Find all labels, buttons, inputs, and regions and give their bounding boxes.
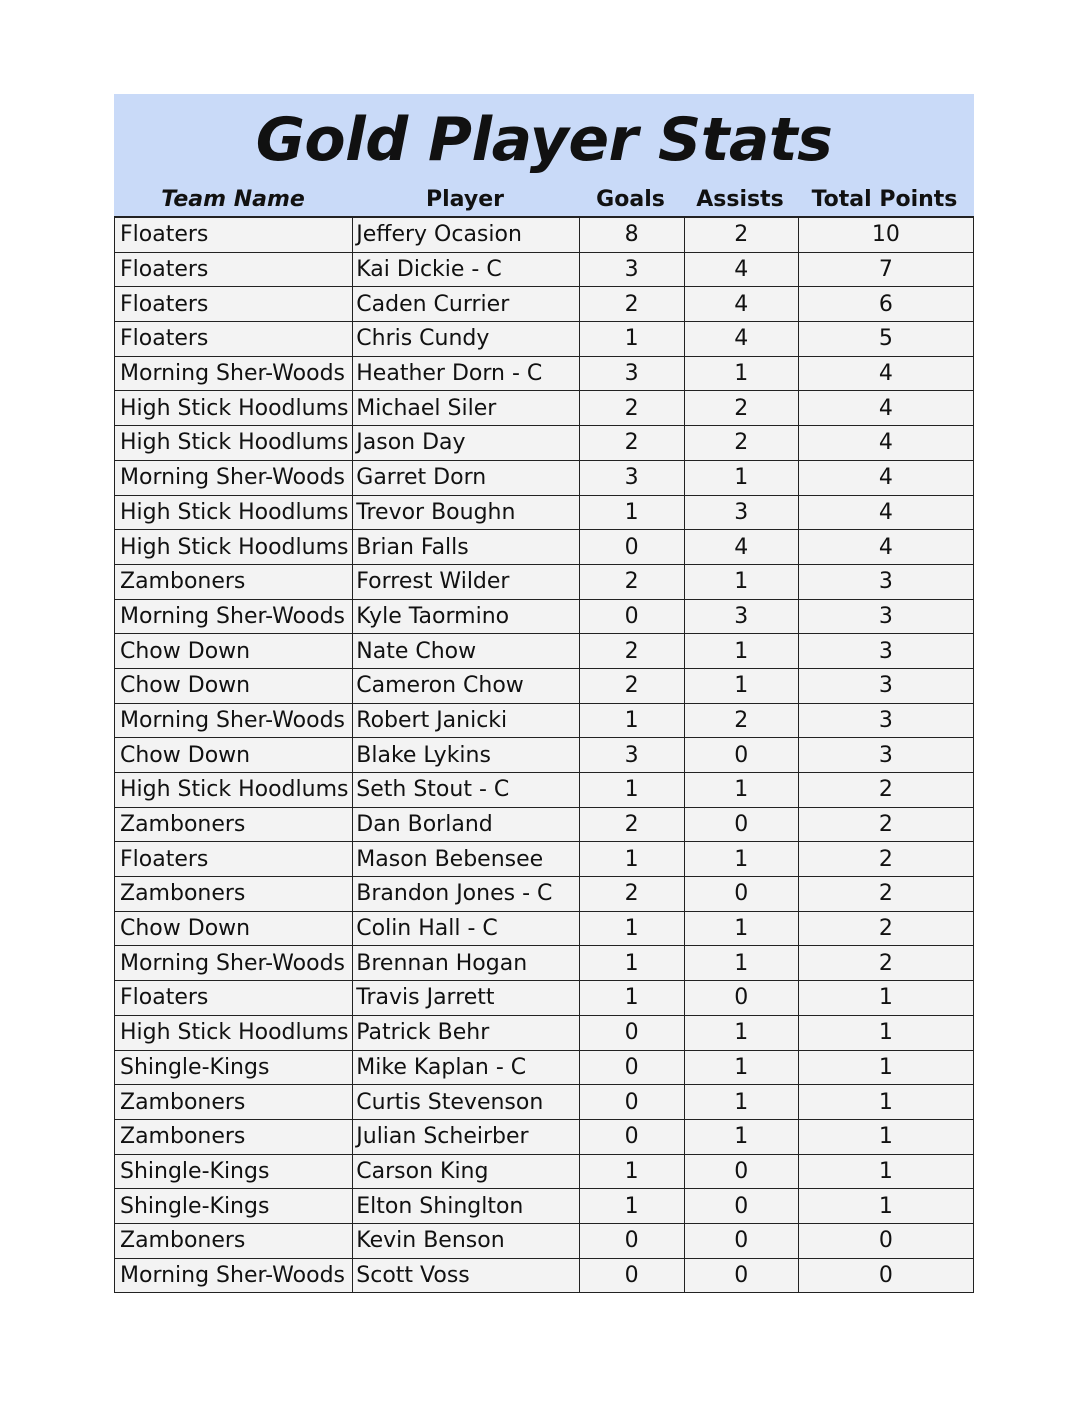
table-row: [115, 530, 974, 565]
goals-cell: 0: [579, 1015, 684, 1050]
player-cell: Kai Dickie - C: [353, 252, 579, 287]
table-row: [115, 911, 974, 946]
team-cell: Chow Down: [115, 911, 353, 946]
team-cell: Zamboners: [115, 564, 353, 599]
stats-sheet: [114, 94, 974, 1293]
total-points-cell: 6: [798, 287, 973, 322]
goals-cell: 1: [579, 842, 684, 877]
total-points-cell: 2: [798, 946, 973, 981]
team-cell: High Stick Hoodlums: [115, 773, 353, 808]
assists-cell: 2: [684, 703, 798, 738]
player-cell: Jason Day: [353, 426, 579, 461]
goals-cell: 0: [579, 1050, 684, 1085]
player-cell: Kevin Benson: [353, 1223, 579, 1258]
table-row: [115, 1258, 974, 1293]
assists-cell: 1: [684, 564, 798, 599]
goals-cell: 2: [579, 877, 684, 912]
team-cell: Shingle-Kings: [115, 1050, 353, 1085]
assists-cell: 1: [684, 460, 798, 495]
goals-cell: 1: [579, 1189, 684, 1224]
header-goals: Goals: [596, 187, 665, 212]
team-cell: High Stick Hoodlums: [115, 530, 353, 565]
team-cell: High Stick Hoodlums: [115, 426, 353, 461]
player-cell: Seth Stout - C: [353, 773, 579, 808]
player-cell: Dan Borland: [353, 807, 579, 842]
goals-cell: 2: [579, 426, 684, 461]
table-row: [115, 426, 974, 461]
player-cell: Carson King: [353, 1154, 579, 1189]
assists-cell: 0: [684, 1189, 798, 1224]
assists-cell: 4: [684, 530, 798, 565]
player-cell: Mason Bebensee: [353, 842, 579, 877]
assists-cell: 1: [684, 842, 798, 877]
stats-table: [114, 216, 974, 1293]
player-cell: Brian Falls: [353, 530, 579, 565]
assists-cell: 1: [684, 773, 798, 808]
assists-cell: 0: [684, 1223, 798, 1258]
table-row: [115, 356, 974, 391]
table-row: [115, 668, 974, 703]
assists-cell: 1: [684, 946, 798, 981]
assists-cell: 0: [684, 738, 798, 773]
assists-cell: 0: [684, 1154, 798, 1189]
assists-cell: 1: [684, 356, 798, 391]
goals-cell: 0: [579, 1085, 684, 1120]
table-row: [115, 807, 974, 842]
team-cell: Zamboners: [115, 1223, 353, 1258]
total-points-cell: 1: [798, 1050, 973, 1085]
total-points-cell: 3: [798, 599, 973, 634]
total-points-cell: 10: [798, 217, 973, 252]
goals-cell: 1: [579, 773, 684, 808]
table-row: [115, 738, 974, 773]
assists-cell: 4: [684, 252, 798, 287]
player-cell: Jeffery Ocasion: [353, 217, 579, 252]
assists-cell: 1: [684, 1085, 798, 1120]
team-cell: Zamboners: [115, 1085, 353, 1120]
player-cell: Blake Lykins: [353, 738, 579, 773]
assists-cell: 0: [684, 807, 798, 842]
goals-cell: 1: [579, 981, 684, 1016]
sheet-header: [114, 94, 974, 216]
total-points-cell: 3: [798, 668, 973, 703]
table-row: [115, 322, 974, 357]
total-points-cell: 1: [798, 1015, 973, 1050]
goals-cell: 8: [579, 217, 684, 252]
goals-cell: 1: [579, 322, 684, 357]
assists-cell: 0: [684, 877, 798, 912]
goals-cell: 0: [579, 530, 684, 565]
team-cell: Shingle-Kings: [115, 1154, 353, 1189]
team-cell: Zamboners: [115, 807, 353, 842]
header-total-points: Total Points: [811, 187, 958, 212]
table-row: [115, 599, 974, 634]
player-cell: Heather Dorn - C: [353, 356, 579, 391]
team-cell: Morning Sher-Woods: [115, 356, 353, 391]
total-points-cell: 4: [798, 391, 973, 426]
assists-cell: 1: [684, 1050, 798, 1085]
table-row: [115, 287, 974, 322]
table-row: [115, 1154, 974, 1189]
player-cell: Travis Jarrett: [353, 981, 579, 1016]
total-points-cell: 7: [798, 252, 973, 287]
header-assists: Assists: [696, 187, 784, 212]
total-points-cell: 4: [798, 530, 973, 565]
table-row: [115, 1223, 974, 1258]
table-row: [115, 1189, 974, 1224]
goals-cell: 2: [579, 807, 684, 842]
total-points-cell: 1: [798, 1154, 973, 1189]
assists-cell: 1: [684, 1015, 798, 1050]
team-cell: High Stick Hoodlums: [115, 1015, 353, 1050]
team-cell: Floaters: [115, 252, 353, 287]
total-points-cell: 3: [798, 703, 973, 738]
goals-cell: 2: [579, 668, 684, 703]
player-cell: Julian Scheirber: [353, 1119, 579, 1154]
table-row: [115, 460, 974, 495]
team-cell: Morning Sher-Woods: [115, 946, 353, 981]
player-cell: Michael Siler: [353, 391, 579, 426]
header-player: Player: [426, 187, 504, 212]
table-row: [115, 703, 974, 738]
team-cell: Floaters: [115, 981, 353, 1016]
table-row: [115, 946, 974, 981]
table-row: [115, 564, 974, 599]
assists-cell: 1: [684, 911, 798, 946]
team-cell: Floaters: [115, 842, 353, 877]
goals-cell: 3: [579, 738, 684, 773]
assists-cell: 3: [684, 599, 798, 634]
table-row: [115, 217, 974, 252]
player-cell: Mike Kaplan - C: [353, 1050, 579, 1085]
goals-cell: 1: [579, 946, 684, 981]
goals-cell: 2: [579, 391, 684, 426]
goals-cell: 1: [579, 1154, 684, 1189]
table-row: [115, 252, 974, 287]
table-row: [115, 1119, 974, 1154]
assists-cell: 2: [684, 391, 798, 426]
team-cell: Morning Sher-Woods: [115, 703, 353, 738]
header-team-name: Team Name: [161, 187, 305, 212]
assists-cell: 1: [684, 668, 798, 703]
team-cell: High Stick Hoodlums: [115, 495, 353, 530]
goals-cell: 1: [579, 911, 684, 946]
team-cell: Morning Sher-Woods: [115, 1258, 353, 1293]
table-row: [115, 495, 974, 530]
team-cell: Floaters: [115, 287, 353, 322]
team-cell: Floaters: [115, 322, 353, 357]
total-points-cell: 2: [798, 773, 973, 808]
table-row: [115, 634, 974, 669]
assists-cell: 4: [684, 322, 798, 357]
table-row: [115, 1050, 974, 1085]
player-cell: Forrest Wilder: [353, 564, 579, 599]
player-cell: Patrick Behr: [353, 1015, 579, 1050]
total-points-cell: 1: [798, 1189, 973, 1224]
assists-cell: 1: [684, 634, 798, 669]
team-cell: Floaters: [115, 217, 353, 252]
assists-cell: 3: [684, 495, 798, 530]
team-cell: Chow Down: [115, 668, 353, 703]
stats-table-body: [115, 217, 974, 1293]
assists-cell: 2: [684, 426, 798, 461]
goals-cell: 0: [579, 1119, 684, 1154]
goals-cell: 2: [579, 634, 684, 669]
player-cell: Kyle Taormino: [353, 599, 579, 634]
player-cell: Trevor Boughn: [353, 495, 579, 530]
player-cell: Chris Cundy: [353, 322, 579, 357]
player-cell: Brennan Hogan: [353, 946, 579, 981]
team-cell: Morning Sher-Woods: [115, 599, 353, 634]
total-points-cell: 4: [798, 495, 973, 530]
assists-cell: 4: [684, 287, 798, 322]
column-headers: [114, 184, 974, 216]
total-points-cell: 1: [798, 1085, 973, 1120]
player-cell: Robert Janicki: [353, 703, 579, 738]
team-cell: Shingle-Kings: [115, 1189, 353, 1224]
goals-cell: 3: [579, 356, 684, 391]
total-points-cell: 1: [798, 981, 973, 1016]
goals-cell: 0: [579, 1223, 684, 1258]
total-points-cell: 2: [798, 807, 973, 842]
goals-cell: 3: [579, 460, 684, 495]
total-points-cell: 2: [798, 842, 973, 877]
team-cell: Morning Sher-Woods: [115, 460, 353, 495]
total-points-cell: 0: [798, 1223, 973, 1258]
assists-cell: 0: [684, 981, 798, 1016]
team-cell: Zamboners: [115, 877, 353, 912]
total-points-cell: 0: [798, 1258, 973, 1293]
team-cell: Zamboners: [115, 1119, 353, 1154]
table-row: [115, 1085, 974, 1120]
assists-cell: 2: [684, 217, 798, 252]
player-cell: Scott Voss: [353, 1258, 579, 1293]
player-cell: Cameron Chow: [353, 668, 579, 703]
goals-cell: 1: [579, 703, 684, 738]
goals-cell: 0: [579, 1258, 684, 1293]
total-points-cell: 2: [798, 911, 973, 946]
player-cell: Garret Dorn: [353, 460, 579, 495]
player-cell: Curtis Stevenson: [353, 1085, 579, 1120]
table-row: [115, 1015, 974, 1050]
player-cell: Brandon Jones - C: [353, 877, 579, 912]
total-points-cell: 5: [798, 322, 973, 357]
team-cell: High Stick Hoodlums: [115, 391, 353, 426]
total-points-cell: 4: [798, 426, 973, 461]
total-points-cell: 2: [798, 877, 973, 912]
goals-cell: 2: [579, 287, 684, 322]
goals-cell: 2: [579, 564, 684, 599]
assists-cell: 0: [684, 1258, 798, 1293]
table-row: [115, 391, 974, 426]
total-points-cell: 4: [798, 356, 973, 391]
player-cell: Nate Chow: [353, 634, 579, 669]
table-row: [115, 842, 974, 877]
total-points-cell: 3: [798, 634, 973, 669]
total-points-cell: 4: [798, 460, 973, 495]
player-cell: Caden Currier: [353, 287, 579, 322]
total-points-cell: 3: [798, 564, 973, 599]
player-cell: Colin Hall - C: [353, 911, 579, 946]
table-row: [115, 981, 974, 1016]
goals-cell: 3: [579, 252, 684, 287]
player-cell: Elton Shinglton: [353, 1189, 579, 1224]
team-cell: Chow Down: [115, 634, 353, 669]
table-row: [115, 877, 974, 912]
page-title: Gold Player Stats: [255, 105, 833, 175]
goals-cell: 1: [579, 495, 684, 530]
goals-cell: 0: [579, 599, 684, 634]
table-row: [115, 773, 974, 808]
total-points-cell: 3: [798, 738, 973, 773]
total-points-cell: 1: [798, 1119, 973, 1154]
team-cell: Chow Down: [115, 738, 353, 773]
assists-cell: 1: [684, 1119, 798, 1154]
